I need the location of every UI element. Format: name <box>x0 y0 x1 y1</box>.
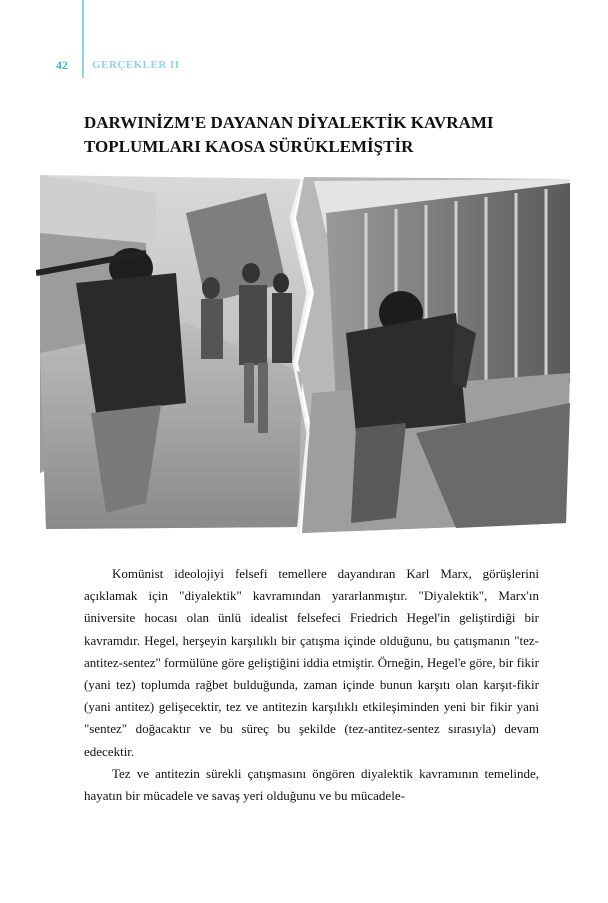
paragraph: Tez ve antitezin sürekli çatışmasını öngören diyalektik kavramının temelinde, hayatın bir mücadele ve savaş yeri olduğunu ve bu mücadele- <box>84 765 539 804</box>
body-text <box>84 563 539 807</box>
photo-right-half <box>296 177 570 533</box>
title-line: DARWINİZM'E DAYANAN DİYALEKTİK KAVRAMI <box>84 113 494 132</box>
margin-rule <box>82 0 84 78</box>
title-line: TOPLUMLARI KAOSA SÜRÜKLEMİŞTİR <box>84 137 414 156</box>
photo-left-half <box>36 175 308 529</box>
running-title: GERÇEKLER II <box>92 59 180 71</box>
article-title <box>84 111 564 159</box>
paragraph: Komünist ideolojiyi felsefi temellere dayandıran Karl Marx, görüşlerini açıklamak için "diyalektik" kavramından yararlanmıştır. "Diyalektik", Marx'ın üniversite hocası olan ünlü idealist felsefeci Friedrich Hegel'in geliştirdiği bir kavramdır. Hegel, herşeyin karşılıklı bir çatışma içinde olduğunu, bu çatışmanın "tez-antitez-sentez" formülüne göre geliştiğini iddia etmiştir. Örneğin, Hegel'e göre, bir fikir (yani tez) toplumda rağbet bulduğunda, zaman içinde bunun karşıtı olan karşıt-fikir (yani antitez) gelişecektir, tez ve antitezin karşılıklı etkileşiminden yeni bir fikir yani "sentez" doğacaktır ve bu süreç bu şekilde (tez-antitez-sentez sırasıyla) devam edecektir. <box>84 566 539 759</box>
street-riot-photo <box>36 173 572 535</box>
page-number: 42 <box>56 58 68 72</box>
